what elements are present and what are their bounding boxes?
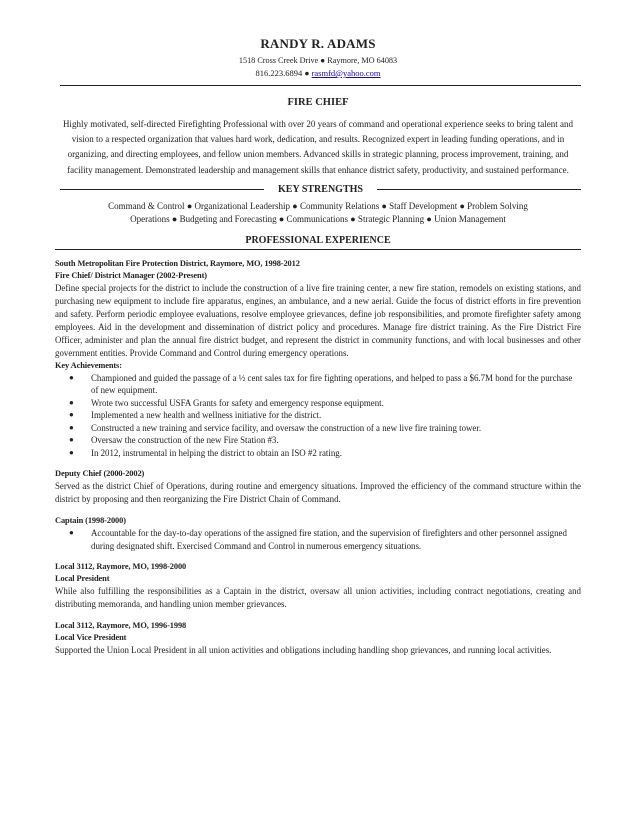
key-strengths-title: KEY STRENGTHS [278, 183, 363, 195]
job-title: Deputy Chief (2000-2002) [55, 469, 145, 479]
address: 1518 Cross Creek Drive ● Raymore, MO 64083 [238, 56, 398, 65]
strengths-line: Operations ● Budgeting and Forecasting ● Communications ● Strategic Planning ● Union Management [130, 214, 506, 225]
experience-title: PROFESSIONAL EXPERIENCE [245, 234, 391, 246]
resume-header [55, 36, 581, 79]
list-item: ● In 2012, instrumental in helping the district to obtain an ISO #2 rating. [69, 447, 342, 458]
job-description: While also fulfilling the responsibilities as a Captain in the district, oversaw all union activities, including contract negotiations, creating and distributing memoranda, and handling union member grievances. [55, 586, 581, 610]
header-divider [60, 85, 581, 86]
achievements-list [55, 372, 581, 460]
bullet-icon: ● [69, 447, 74, 457]
contact-separator: ● [304, 68, 310, 78]
job-local-vice-president [55, 620, 581, 657]
list-item: ● Implemented a new health and wellness initiative for the district. [69, 410, 322, 421]
job-title: Captain (1998-2000) [55, 516, 126, 526]
objective-title: FIRE CHIEF [287, 97, 349, 108]
list-item: ● Accountable for the day-to-day operations of the assigned fire station, and the supervision of firefighters and other personnel assigned during designated shift. Exercised Command and Control in numerous emergency situations. [69, 528, 567, 551]
heading-rule-left [60, 189, 264, 190]
summary-paragraph: Highly motivated, self-directed Firefighting Professional with over 20 years of command and operational experience seeks to bring talent and vision to a respected organization that values hard work, dedication, and results. Recognized expert in leading funding operations, and in organizing, and directing employees, and fellow union members. Advanced skills in strategic planning, process improvement, training, and facility management. Demonstrated leadership and management skills that enhance district safety, productivity, and sustained performance. [62, 119, 574, 175]
key-strengths-heading [55, 184, 581, 195]
employer: South Metropolitan Fire Protection District, Raymore, MO, 1998-2012 [55, 258, 300, 268]
job-local-president [55, 561, 581, 611]
experience-heading [55, 235, 581, 250]
list-item: ● Oversaw the construction of the new Fire Station #3. [69, 435, 279, 446]
email-link[interactable]: rasmfd@yahoo.com [311, 68, 381, 78]
job-description: Define special projects for the district to include the construction of a live fire training center, a new fire station, remodels on existing stations, and purchasing new equipment to include fire apparatus, engines, an ambulance, and a new aerial. Guide the focus of district efforts in fire prevention and safety. Perform periodic employee evaluations, resolve employee grievances, define job responsibilities, and promote firefighter safety among employees. Aid in the development and dissemination of district policy and procedures. Manage fire district training. As the Fire District Fire Officer, administer and plan the annual fire district budget, and represent the district in community functions, and with local businesses and other government entities. Provide Command and Control during emergency operations. [55, 282, 581, 358]
captain-duties-list [55, 527, 581, 552]
bullet-icon: ● [69, 435, 74, 445]
bullet-icon: ● [69, 410, 74, 420]
employer: Local 3112, Raymore, MO, 1998-2000 [55, 562, 187, 572]
list-item: ● Championed and guided the passage of a ½ cent sales tax for fire fighting operations, and helped to pass a $6.7M bond for the purchase of new equipment. [69, 372, 573, 396]
job-deputy-chief [55, 468, 581, 506]
candidate-name: RANDY R. ADAMS [260, 36, 376, 51]
job-title: Fire Chief/ District Manager (2002-Present) [55, 270, 207, 280]
job-title: Local Vice President [55, 633, 127, 643]
bullet-icon: ● [69, 397, 74, 407]
bullet-icon: ● [69, 372, 74, 382]
achievements-label: Key Achievements: [55, 360, 122, 370]
bullet-icon: ● [69, 422, 74, 432]
contact-line [55, 67, 581, 79]
job-title: Local President [55, 574, 110, 584]
job-fire-chief [55, 257, 581, 460]
job-description: Supported the Union Local President in all union activities and obligations including handling shop grievances, and running local activities. [55, 645, 552, 656]
heading-rule-right [377, 189, 581, 190]
employer: Local 3112, Raymore, MO, 1996-1998 [55, 621, 187, 631]
job-captain [55, 515, 581, 552]
key-strengths-list [55, 200, 581, 227]
strengths-line: Command & Control ● Organizational Leadership ● Community Relations ● Staff Development ● Problem Solving [108, 200, 528, 211]
list-item: ● Wrote two successful USFA Grants for safety and emergency response equipment. [69, 397, 384, 408]
phone: 816.223.6894 [255, 68, 303, 78]
job-description: Served as the district Chief of Operations, during routine and emergency situations. Improved the efficiency of the command structure within the district by proposing and then reorganizing the Fire District Chain of Command. [55, 481, 581, 505]
bullet-icon: ● [69, 528, 74, 538]
list-item: ● Constructed a new training and service facility, and oversaw the construction of a new live fire training tower. [69, 422, 482, 433]
